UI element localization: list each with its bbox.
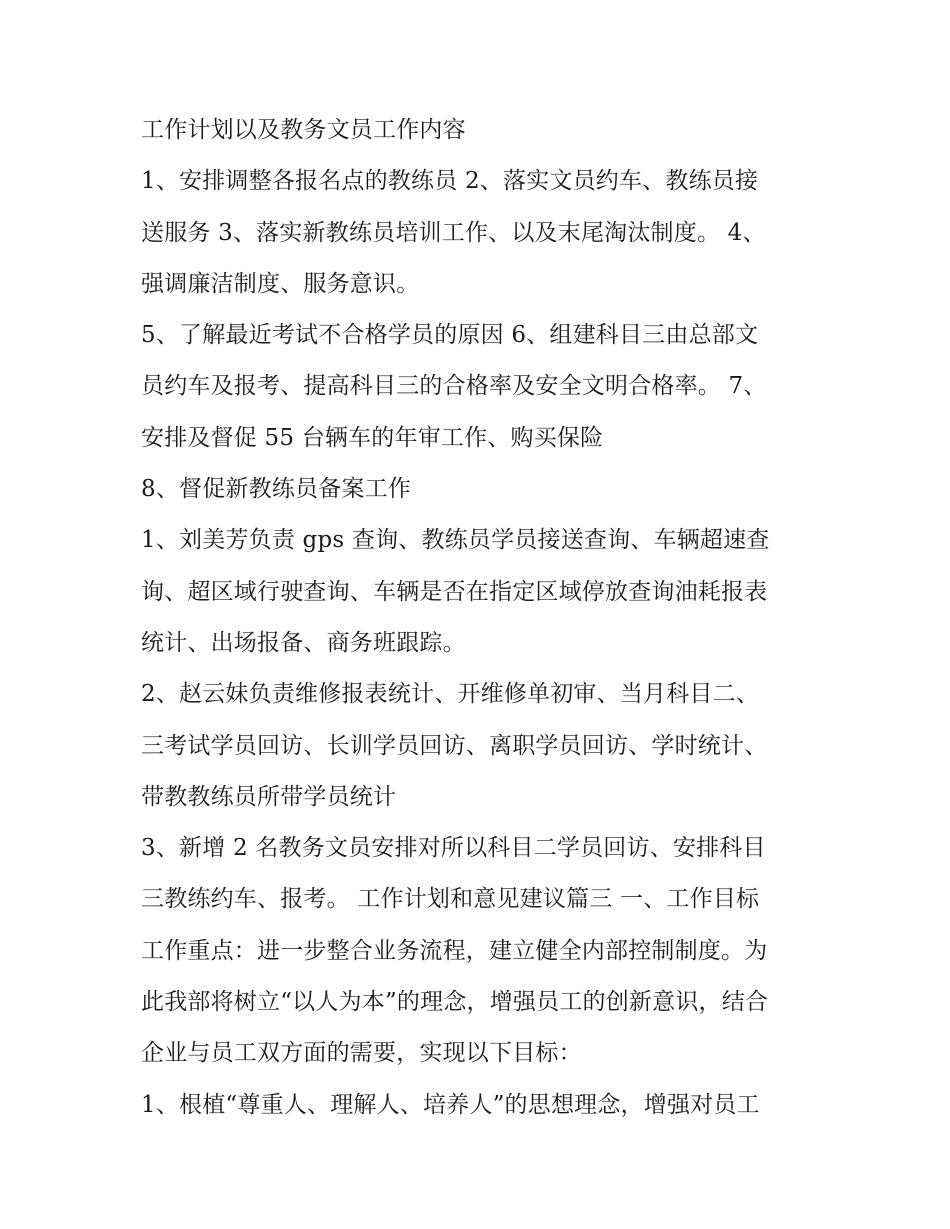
text-line: 强调廉洁制度、服务意识。 xyxy=(141,270,420,297)
text-line: 企业与员工双方面的需要，实现以下目标： xyxy=(141,1040,582,1067)
text-line: 员约车及报考、提高科目三的合格率及安全文明合格率。 7、 xyxy=(141,373,767,400)
text-line: 送服务 3、落实新教练员培训工作、以及末尾淘汰制度。 4、 xyxy=(141,219,766,246)
text-line: 1、根植“尊重人、理解人、培养人”的思想理念，增强对员工 xyxy=(141,1091,760,1118)
text-line: 三考试学员回访、长训学员回访、离职学员回访、学时统计、 xyxy=(141,732,768,759)
text-line: 三教练约车、报考。 工作计划和意见建议篇三 一、工作目标 xyxy=(141,886,760,913)
text-line: 带教教练员所带学员统计 xyxy=(141,783,397,810)
text-line: 此我部将树立“以人为本”的理念，增强员工的创新意识，结合 xyxy=(141,989,769,1016)
text-line: 1、刘美芳负责 gps 查询、教练员学员接送查询、车辆超速查 xyxy=(141,527,770,554)
text-line: 1、安排调整各报名点的教练员 2、落实文员约车、教练员接 xyxy=(141,168,759,195)
text-line: 2、赵云妹负责维修报表统计、开维修单初审、当月科目二、 xyxy=(141,681,760,708)
text-line: 询、超区域行驶查询、车辆是否在指定区域停放查询油耗报表 xyxy=(141,578,768,605)
text-line: 8、督促新教练员备案工作 xyxy=(141,476,412,503)
document-body xyxy=(141,105,821,1131)
text-line: 5、了解最近考试不合格学员的原因 6、组建科目三由总部文 xyxy=(141,322,759,349)
text-line: 工作计划以及教务文员工作内容 xyxy=(141,117,466,143)
text-line: 3、新增 2 名教务文员安排对所以科目二学员回访、安排科目 xyxy=(141,835,766,862)
text-line: 统计、出场报备、商务班跟踪。 xyxy=(141,629,466,656)
text-line: 工作重点：进一步整合业务流程，建立健全内部控制制度。为 xyxy=(141,937,768,964)
text-line: 安排及督促 55 台辆车的年审工作、购买保险 xyxy=(141,424,604,451)
